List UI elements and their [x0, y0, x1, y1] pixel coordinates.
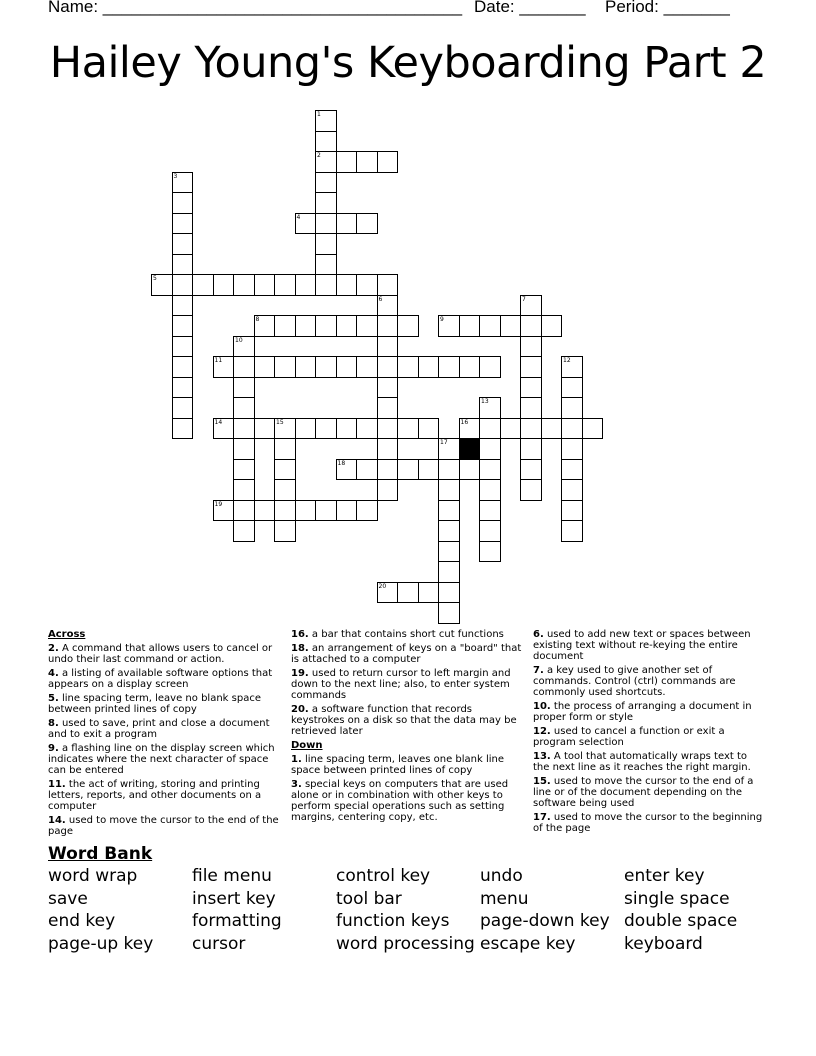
crossword-cell[interactable]: [356, 418, 378, 440]
crossword-cell[interactable]: [418, 418, 440, 440]
crossword-cell[interactable]: [274, 315, 296, 337]
crossword-cell[interactable]: [561, 397, 583, 419]
clue: 3. special keys on computers that are used alone or in combination with other keys to perform special operations such as setting margins, centering copy, etc.: [291, 779, 509, 823]
crossword-cell[interactable]: [172, 418, 194, 440]
word-bank-item: control key: [336, 866, 431, 886]
cell-number: 12: [563, 357, 571, 364]
date-field-label: Date: _______: [474, 0, 586, 16]
crossword-cell[interactable]: [479, 500, 501, 522]
crossword-cell[interactable]: [377, 315, 399, 337]
crossword-cell[interactable]: [315, 151, 337, 173]
crossword-cell[interactable]: [377, 274, 399, 296]
crossword-cell[interactable]: [172, 295, 194, 317]
crossword-cell[interactable]: [315, 356, 337, 378]
period-field-label: Period: _______: [605, 0, 730, 16]
name-field-label: Name: ______________________________________: [48, 0, 463, 16]
word-bank-item: cursor: [192, 933, 246, 954]
cell-number: 13: [481, 398, 489, 405]
crossword-cell[interactable]: [274, 356, 296, 378]
cell-number: 17: [440, 439, 448, 446]
crossword-cell[interactable]: [233, 397, 255, 419]
clue: 11. the act of writing, storing and printing letters, reports, and other documents on a computer: [48, 779, 262, 812]
crossword-cell[interactable]: [295, 274, 317, 296]
crossword-cell[interactable]: [520, 479, 542, 501]
crossword-cell[interactable]: [500, 315, 522, 337]
cell-number: 6: [378, 295, 383, 303]
crossword-cell[interactable]: [377, 295, 399, 317]
crossword-cell[interactable]: [233, 274, 255, 296]
crossword-cell[interactable]: [336, 315, 358, 337]
crossword-cell[interactable]: [459, 356, 481, 378]
page-title: Hailey Young's Keyboarding Part 2: [49, 38, 767, 88]
crossword-cell[interactable]: [541, 315, 563, 337]
clue: 8. used to save, print and close a document and to exit a program: [48, 718, 270, 740]
word-bank-item: insert key: [192, 888, 276, 909]
crossword-cell[interactable]: [336, 418, 358, 440]
crossword-cell[interactable]: [520, 315, 542, 337]
crossword-cell[interactable]: [561, 459, 583, 481]
crossword-cell[interactable]: [438, 356, 460, 378]
clue: 18. an arrangement of keys on a "board" that is attached to a computer: [291, 643, 522, 665]
crossword-cell[interactable]: [254, 315, 276, 337]
crossword-cell[interactable]: [315, 172, 337, 194]
crossword-cell[interactable]: [438, 561, 460, 583]
crossword-cell[interactable]: [315, 500, 337, 522]
crossword-cell[interactable]: [192, 274, 214, 296]
clue: 10. the process of arranging a document in proper form or style: [533, 701, 752, 723]
clue: 20. a software function that records keystrokes on a disk so that the data may be retrieved later: [291, 704, 517, 737]
crossword-cell[interactable]: [479, 397, 501, 419]
crossword-cell[interactable]: [520, 397, 542, 419]
crossword-cell[interactable]: [315, 192, 337, 214]
word-bank-item: formatting: [192, 911, 282, 931]
crossword-cell[interactable]: [172, 336, 194, 358]
crossword-cell[interactable]: [459, 418, 481, 440]
cell-number: 11: [214, 357, 223, 364]
crossword-cell[interactable]: [561, 520, 583, 542]
clues-column-2: [291, 629, 523, 826]
crossword-cell[interactable]: [397, 418, 419, 440]
crossword-cell[interactable]: [295, 500, 317, 522]
clue: 12. used to cancel a function or exit a program selection: [533, 726, 725, 748]
cell-number: 14: [214, 418, 223, 426]
crossword-cell[interactable]: [377, 438, 399, 460]
cell-number: 4: [296, 213, 301, 221]
crossword-cell[interactable]: [479, 479, 501, 501]
crossword-cell[interactable]: [377, 479, 399, 501]
crossword-cell[interactable]: [438, 438, 460, 460]
crossword-cell[interactable]: [377, 459, 399, 481]
word-bank-item: keyboard: [624, 933, 703, 954]
crossword-cell[interactable]: [336, 274, 358, 296]
crossword-cell[interactable]: [356, 459, 378, 481]
crossword-cell[interactable]: [172, 172, 194, 194]
crossword-cell[interactable]: [479, 315, 501, 337]
crossword-cell[interactable]: [295, 418, 317, 440]
clue: 14. used to move the cursor to the end of the page: [48, 815, 279, 837]
cell-number: 1: [317, 111, 321, 118]
crossword-cell[interactable]: [397, 315, 419, 337]
crossword-cell[interactable]: [315, 110, 337, 132]
clues-column-1: [48, 629, 280, 840]
crossword-cell[interactable]: [254, 500, 276, 522]
word-bank-item: file menu: [192, 866, 272, 886]
crossword-cell[interactable]: [336, 459, 358, 481]
crossword-cell[interactable]: [479, 541, 501, 563]
clue: 13. A tool that automatically wraps text to the next line as it reaches the right margin.: [533, 751, 751, 773]
down-heading: Down: [291, 740, 323, 751]
crossword-cell[interactable]: [459, 459, 481, 481]
across-heading: Across: [48, 629, 86, 640]
clue: 15. used to move the cursor to the end of a line or of the document depending on the software being used: [533, 776, 754, 809]
crossword-cell[interactable]: [356, 274, 378, 296]
crossword-cell[interactable]: [336, 500, 358, 522]
clue: 5. line spacing term, leave no blank space between printed lines of copy: [48, 693, 261, 715]
crossword-cell[interactable]: [274, 479, 296, 501]
crossword-cell[interactable]: [172, 213, 194, 235]
clue: 16. a bar that contains short cut functions: [291, 629, 504, 640]
crossword-cell[interactable]: [274, 418, 296, 440]
crossword-cell[interactable]: [397, 582, 419, 604]
crossword-cell[interactable]: [315, 418, 337, 440]
crossword-cell[interactable]: [356, 356, 378, 378]
crossword-cell[interactable]: [520, 295, 542, 317]
crossword-cell[interactable]: [233, 418, 255, 440]
crossword-cell[interactable]: [541, 418, 563, 440]
clues-column-3: [533, 629, 765, 837]
crossword-cell[interactable]: [438, 479, 460, 501]
crossword-black-cell: [459, 438, 481, 460]
word-bank-item: end key: [48, 911, 116, 931]
crossword-cell[interactable]: [274, 500, 296, 522]
word-bank-item: escape key: [480, 933, 576, 954]
crossword-cell[interactable]: [520, 459, 542, 481]
crossword-cell[interactable]: [233, 356, 255, 378]
crossword-cell[interactable]: [213, 356, 235, 378]
crossword-cell[interactable]: [479, 418, 501, 440]
crossword-cell[interactable]: [438, 520, 460, 542]
crossword-cell[interactable]: [336, 356, 358, 378]
crossword-cell[interactable]: [377, 397, 399, 419]
crossword-cell[interactable]: [438, 541, 460, 563]
word-bank-item: page-up key: [48, 933, 154, 954]
crossword-cell[interactable]: [377, 151, 399, 173]
crossword-cell[interactable]: [254, 356, 276, 378]
cell-number: 18: [337, 459, 346, 467]
crossword-cell[interactable]: [233, 500, 255, 522]
crossword-cell[interactable]: [561, 438, 583, 460]
crossword-cell[interactable]: [172, 377, 194, 399]
crossword-cell[interactable]: [172, 397, 194, 419]
crossword-cell[interactable]: [561, 500, 583, 522]
crossword-cell[interactable]: [233, 377, 255, 399]
crossword-cell[interactable]: [438, 500, 460, 522]
crossword-cell[interactable]: [172, 315, 194, 337]
crossword-cell[interactable]: [418, 582, 440, 604]
crossword-cell[interactable]: [438, 459, 460, 481]
cell-number: 5: [153, 275, 157, 282]
word-bank-item: save: [48, 888, 88, 909]
crossword-cell[interactable]: [274, 459, 296, 481]
crossword-cell[interactable]: [561, 377, 583, 399]
crossword-cell[interactable]: [172, 356, 194, 378]
cell-number: 9: [440, 316, 444, 323]
word-bank-item: menu: [480, 888, 529, 909]
crossword-cell[interactable]: [315, 213, 337, 235]
clue: 19. used to return cursor to left margin and down to the next line; also, to enter system commands: [291, 668, 511, 701]
word-bank-item: undo: [480, 866, 523, 886]
crossword-cell[interactable]: [418, 356, 440, 378]
clue: 1. line spacing term, leaves one blank line space between printed lines of copy: [291, 754, 505, 776]
crossword-cell[interactable]: [356, 500, 378, 522]
crossword-cell[interactable]: [418, 459, 440, 481]
crossword-cell[interactable]: [582, 418, 604, 440]
crossword-cell[interactable]: [315, 254, 337, 276]
crossword-cell[interactable]: [377, 356, 399, 378]
word-bank-item: enter key: [624, 866, 705, 886]
crossword-cell[interactable]: [213, 500, 235, 522]
crossword-cell[interactable]: [336, 151, 358, 173]
crossword-cell[interactable]: [377, 582, 399, 604]
crossword-cell[interactable]: [520, 356, 542, 378]
cell-number: 16: [460, 418, 469, 426]
crossword-cell[interactable]: [397, 356, 419, 378]
crossword-cell[interactable]: [254, 418, 276, 440]
cell-number: 20: [378, 582, 387, 590]
word-bank-item: word processing: [336, 933, 475, 954]
clue: 17. used to move the cursor to the beginning of the page: [533, 812, 763, 834]
clue: 2. A command that allows users to cancel or undo their last command or action.: [48, 643, 273, 665]
crossword-cell[interactable]: [479, 520, 501, 542]
crossword-cell[interactable]: [315, 315, 337, 337]
crossword-cell[interactable]: [274, 520, 296, 542]
crossword-cell[interactable]: [356, 151, 378, 173]
crossword-cell[interactable]: [500, 418, 522, 440]
cell-number: 15: [276, 418, 284, 426]
word-bank-item: double space: [624, 911, 738, 931]
crossword-cell[interactable]: [172, 254, 194, 276]
crossword-cell[interactable]: [377, 336, 399, 358]
crossword-cell[interactable]: [274, 438, 296, 460]
crossword-cell[interactable]: [520, 418, 542, 440]
crossword-cell[interactable]: [377, 418, 399, 440]
crossword-cell[interactable]: [520, 377, 542, 399]
crossword-cell[interactable]: [520, 438, 542, 460]
crossword-cell[interactable]: [561, 418, 583, 440]
crossword-cell[interactable]: [438, 315, 460, 337]
word-bank-title: Word Bank: [48, 844, 153, 864]
word-bank-item: function keys: [336, 911, 450, 931]
crossword-cell[interactable]: [274, 274, 296, 296]
crossword-cell[interactable]: [479, 438, 501, 460]
crossword-cell[interactable]: [213, 418, 235, 440]
crossword-cell[interactable]: [356, 315, 378, 337]
crossword-cell[interactable]: [233, 438, 255, 460]
crossword-cell[interactable]: [438, 602, 460, 624]
crossword-cell[interactable]: [254, 274, 276, 296]
crossword-cell[interactable]: [172, 192, 194, 214]
clue: 9. a flashing line on the display screen which indicates where the next character of space can be entered: [48, 743, 275, 776]
crossword-cell[interactable]: [356, 213, 378, 235]
crossword-cell[interactable]: [315, 274, 337, 296]
crossword-cell[interactable]: [233, 479, 255, 501]
clue: 4. a listing of available software options that appears on a display screen: [48, 668, 273, 690]
crossword-cell[interactable]: [213, 274, 235, 296]
crossword-cell[interactable]: [336, 213, 358, 235]
crossword-cell[interactable]: [172, 233, 194, 255]
crossword-cell[interactable]: [295, 356, 317, 378]
crossword-cell[interactable]: [377, 377, 399, 399]
word-bank-item: tool bar: [336, 888, 402, 909]
crossword-cell[interactable]: [172, 274, 194, 296]
crossword-cell[interactable]: [397, 459, 419, 481]
crossword-cell[interactable]: [479, 356, 501, 378]
crossword-cell[interactable]: [561, 356, 583, 378]
crossword-cell[interactable]: [233, 336, 255, 358]
clue: 7. a key used to give another set of commands. Control (ctrl) commands are commonly used shortcuts.: [533, 665, 736, 698]
cell-number: 7: [522, 295, 526, 303]
crossword-cell[interactable]: [479, 459, 501, 481]
crossword-cell[interactable]: [561, 479, 583, 501]
crossword-cell[interactable]: [315, 131, 337, 153]
crossword-cell[interactable]: [438, 582, 460, 604]
crossword-cell[interactable]: [459, 315, 481, 337]
word-bank-item: page-down key: [480, 911, 610, 931]
crossword-cell[interactable]: [315, 233, 337, 255]
cell-number: 19: [214, 500, 223, 508]
crossword-cell[interactable]: [233, 459, 255, 481]
crossword-cell[interactable]: [295, 315, 317, 337]
cell-number: 2: [317, 152, 321, 159]
crossword-cell[interactable]: [295, 213, 317, 235]
clue: 6. used to add new text or spaces between existing text without re-keying the entire document: [533, 629, 751, 662]
crossword-cell[interactable]: [151, 274, 173, 296]
word-bank-item: word wrap: [48, 866, 138, 886]
cell-number: 8: [255, 316, 260, 323]
crossword-cell[interactable]: [233, 520, 255, 542]
crossword-cell[interactable]: [520, 336, 542, 358]
cell-number: 10: [235, 336, 243, 344]
cell-number: 3: [173, 172, 178, 180]
word-bank-item: single space: [624, 888, 730, 909]
